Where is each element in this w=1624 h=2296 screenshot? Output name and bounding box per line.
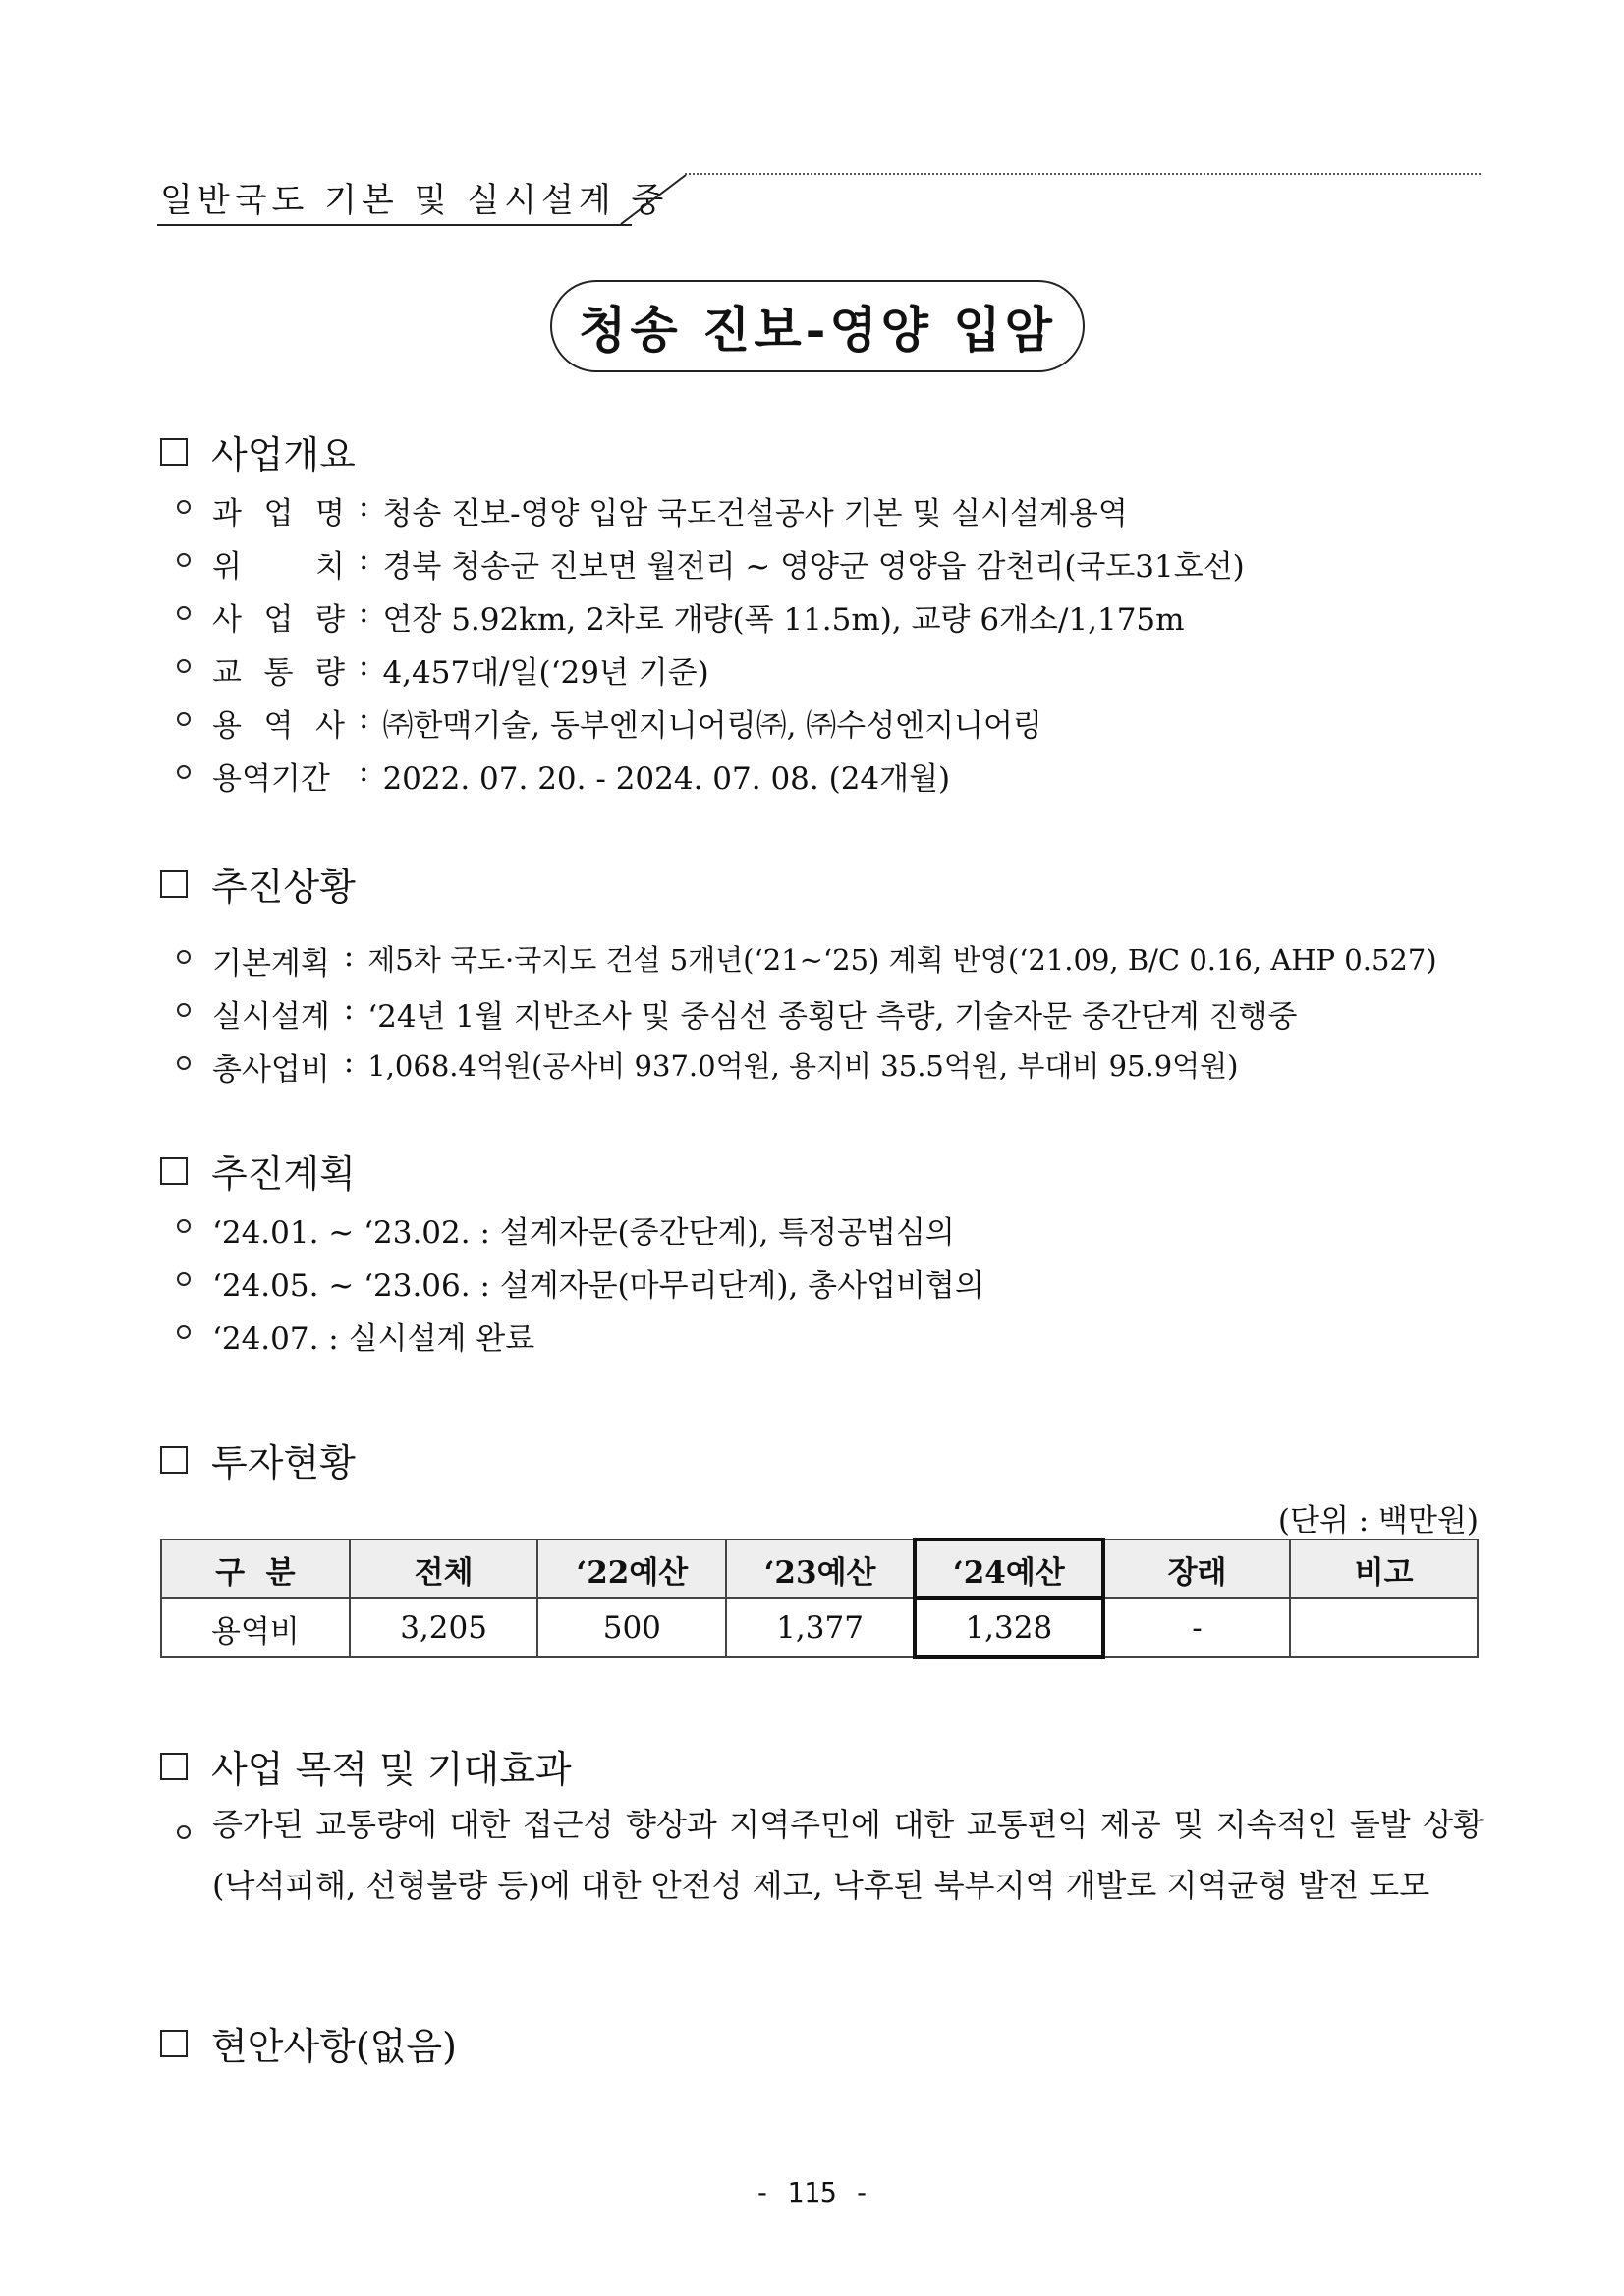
page-number: - 115 - xyxy=(754,2176,870,2209)
unit-note: (단위 : 백만원) xyxy=(1277,1503,1479,1539)
table-cell: - xyxy=(1103,1598,1291,1657)
item-text: ‘24.07. : 실시설계 완료 xyxy=(212,1321,535,1357)
table-header-row xyxy=(161,1540,1478,1598)
column-header-highlighted: ‘24예산 xyxy=(915,1540,1103,1598)
overview-item: 과 업 명 : 청송 진보-영양 입암 국도건설공사 기본 및 실시설계용역 xyxy=(177,488,1128,532)
item-label: 위 치 xyxy=(212,549,345,585)
circle-bullet-icon xyxy=(177,1825,191,1839)
plan-item xyxy=(177,1207,955,1252)
document-title: 청송 진보-영양 입암 xyxy=(550,280,1085,372)
section-box-icon xyxy=(160,1446,188,1474)
table-cell: 용역비 xyxy=(161,1598,350,1657)
section-plan-heading xyxy=(160,1144,356,1198)
section-issues-heading xyxy=(160,2016,457,2070)
item-label: 사 업 량 xyxy=(212,602,345,638)
section-investment-heading xyxy=(160,1432,356,1486)
column-header: ‘23예산 xyxy=(726,1540,915,1598)
section-progress-heading xyxy=(160,857,356,911)
circle-bullet-icon xyxy=(177,1325,191,1339)
column-header: 비고 xyxy=(1290,1540,1478,1598)
item-text: ‘24.05. ~ ‘23.06. : 설계자문(마무리단계), 총사업비협의 xyxy=(212,1268,984,1304)
item-label: 총사업비 xyxy=(212,1052,330,1088)
column-header: 전체 xyxy=(350,1540,538,1598)
section-overview-heading xyxy=(160,424,356,478)
progress-item: 실시설계 : ‘24년 1월 지반조사 및 중심선 종횡단 측량, 기술자문 중간단계 진행중 xyxy=(177,991,1297,1036)
item-label: 용역기간 xyxy=(212,761,330,797)
section-title: 투자현황 xyxy=(211,1441,356,1484)
item-label: 기본계획 xyxy=(212,946,330,981)
section-purpose-heading xyxy=(160,1739,572,1793)
overview-item: 사 업 량 : 연장 5.92km, 2차로 개량(폭 11.5m), 교량 6개소/1,175m xyxy=(177,594,1185,639)
plan-item xyxy=(177,1314,534,1358)
table-cell: 3,205 xyxy=(350,1598,538,1657)
progress-item: 기본계획 : 제5차 국도·국지도 건설 5개년(‘21~‘25) 계획 반영(‘21.09, B/C 0.16, AHP 0.527) xyxy=(177,938,1437,982)
item-label: 과 업 명 xyxy=(212,496,345,532)
circle-bullet-icon xyxy=(177,659,191,673)
header-dotted-rule xyxy=(685,173,1481,175)
item-label: 교 통 량 xyxy=(212,655,345,691)
header-slash-decoration xyxy=(619,173,688,226)
circle-bullet-icon xyxy=(177,553,191,567)
section-title: 추진계획 xyxy=(211,1152,356,1196)
section-box-icon xyxy=(160,438,188,466)
section-title: 사업 목적 및 기대효과 xyxy=(211,1748,572,1791)
item-text: ‘24.01. ~ ‘23.02. : 설계자문(중간단계), 특정공법심의 xyxy=(212,1215,955,1251)
table-row xyxy=(161,1598,1478,1657)
running-header: 일반국도 기본 및 실시설계 중 xyxy=(160,181,669,220)
overview-item: 위 치 : 경북 청송군 진보면 월전리 ~ 영양군 영양읍 감천리(국도31호선) xyxy=(177,541,1245,586)
item-value: ‘24년 1월 지반조사 및 중심선 종횡단 측량, 기술자문 중간단계 진행중 xyxy=(367,999,1298,1035)
circle-bullet-icon xyxy=(177,1272,191,1286)
item-value: 2022. 07. 20. - 2024. 07. 08. (24개월) xyxy=(382,761,951,797)
section-title: 사업개요 xyxy=(211,433,356,476)
item-label: 실시설계 xyxy=(212,999,330,1035)
plan-item xyxy=(177,1260,984,1305)
overview-item: 교 통 량 : 4,457대/일(‘29년 기준) xyxy=(177,647,709,692)
overview-item: 용역기간 : 2022. 07. 20. - 2024. 07. 08. (24개월) xyxy=(177,754,950,798)
purpose-paragraph xyxy=(177,1794,1484,1916)
purpose-text: 증가된 교통량에 대한 접근성 향상과 지역주민에 대한 교통편익 제공 및 지속적인 돌발 상황(낙석피해, 선형불량 등)에 대한 안전성 제고, 낙후된 북부지역 개발로 지역균형 발전 도모 xyxy=(212,1806,1484,1904)
item-value: ㈜한맥기술, 동부엔지니어링㈜, ㈜수성엔지니어링 xyxy=(382,708,1042,744)
column-header: 장래 xyxy=(1103,1540,1291,1598)
circle-bullet-icon xyxy=(177,765,191,779)
circle-bullet-icon xyxy=(177,1003,191,1017)
item-value: 1,068.4억원(공사비 937.0억원, 용지비 35.5억원, 부대비 95.9억원) xyxy=(367,1049,1239,1083)
progress-item: 총사업비 : 1,068.4억원(공사비 937.0억원, 용지비 35.5억원, 부대비 95.9억원) xyxy=(177,1044,1239,1089)
section-title: 현안사항(없음) xyxy=(211,2025,457,2068)
item-value: 청송 진보-영양 입암 국도건설공사 기본 및 실시설계용역 xyxy=(382,496,1128,532)
item-value: 경북 청송군 진보면 월전리 ~ 영양군 영양읍 감천리(국도31호선) xyxy=(382,549,1245,585)
table-cell: 1,377 xyxy=(726,1598,915,1657)
header-underline xyxy=(157,224,632,226)
circle-bullet-icon xyxy=(177,1056,191,1070)
section-box-icon xyxy=(160,1157,188,1185)
table-cell xyxy=(1290,1598,1478,1657)
circle-bullet-icon xyxy=(177,500,191,514)
table-cell: 500 xyxy=(537,1598,726,1657)
circle-bullet-icon xyxy=(177,712,191,726)
item-value: 제5차 국도·국지도 건설 5개년(‘21~‘25) 계획 반영(‘21.09, B/C 0.16, AHP 0.527) xyxy=(367,943,1437,977)
investment-table xyxy=(160,1538,1479,1659)
circle-bullet-icon xyxy=(177,1219,191,1233)
item-value: 4,457대/일(‘29년 기준) xyxy=(382,655,709,691)
circle-bullet-icon xyxy=(177,606,191,620)
table-cell-highlighted: 1,328 xyxy=(915,1598,1103,1657)
item-value: 연장 5.92km, 2차로 개량(폭 11.5m), 교량 6개소/1,175m xyxy=(382,602,1185,638)
item-label: 용 역 사 xyxy=(212,708,345,744)
column-header: ‘22예산 xyxy=(537,1540,726,1598)
column-header: 구 분 xyxy=(161,1540,350,1598)
section-box-icon xyxy=(160,2030,188,2057)
circle-bullet-icon xyxy=(177,950,191,964)
section-box-icon xyxy=(160,1753,188,1780)
section-box-icon xyxy=(160,870,188,898)
section-title: 추진상황 xyxy=(211,866,356,909)
overview-item: 용 역 사 : ㈜한맥기술, 동부엔지니어링㈜, ㈜수성엔지니어링 xyxy=(177,700,1042,745)
